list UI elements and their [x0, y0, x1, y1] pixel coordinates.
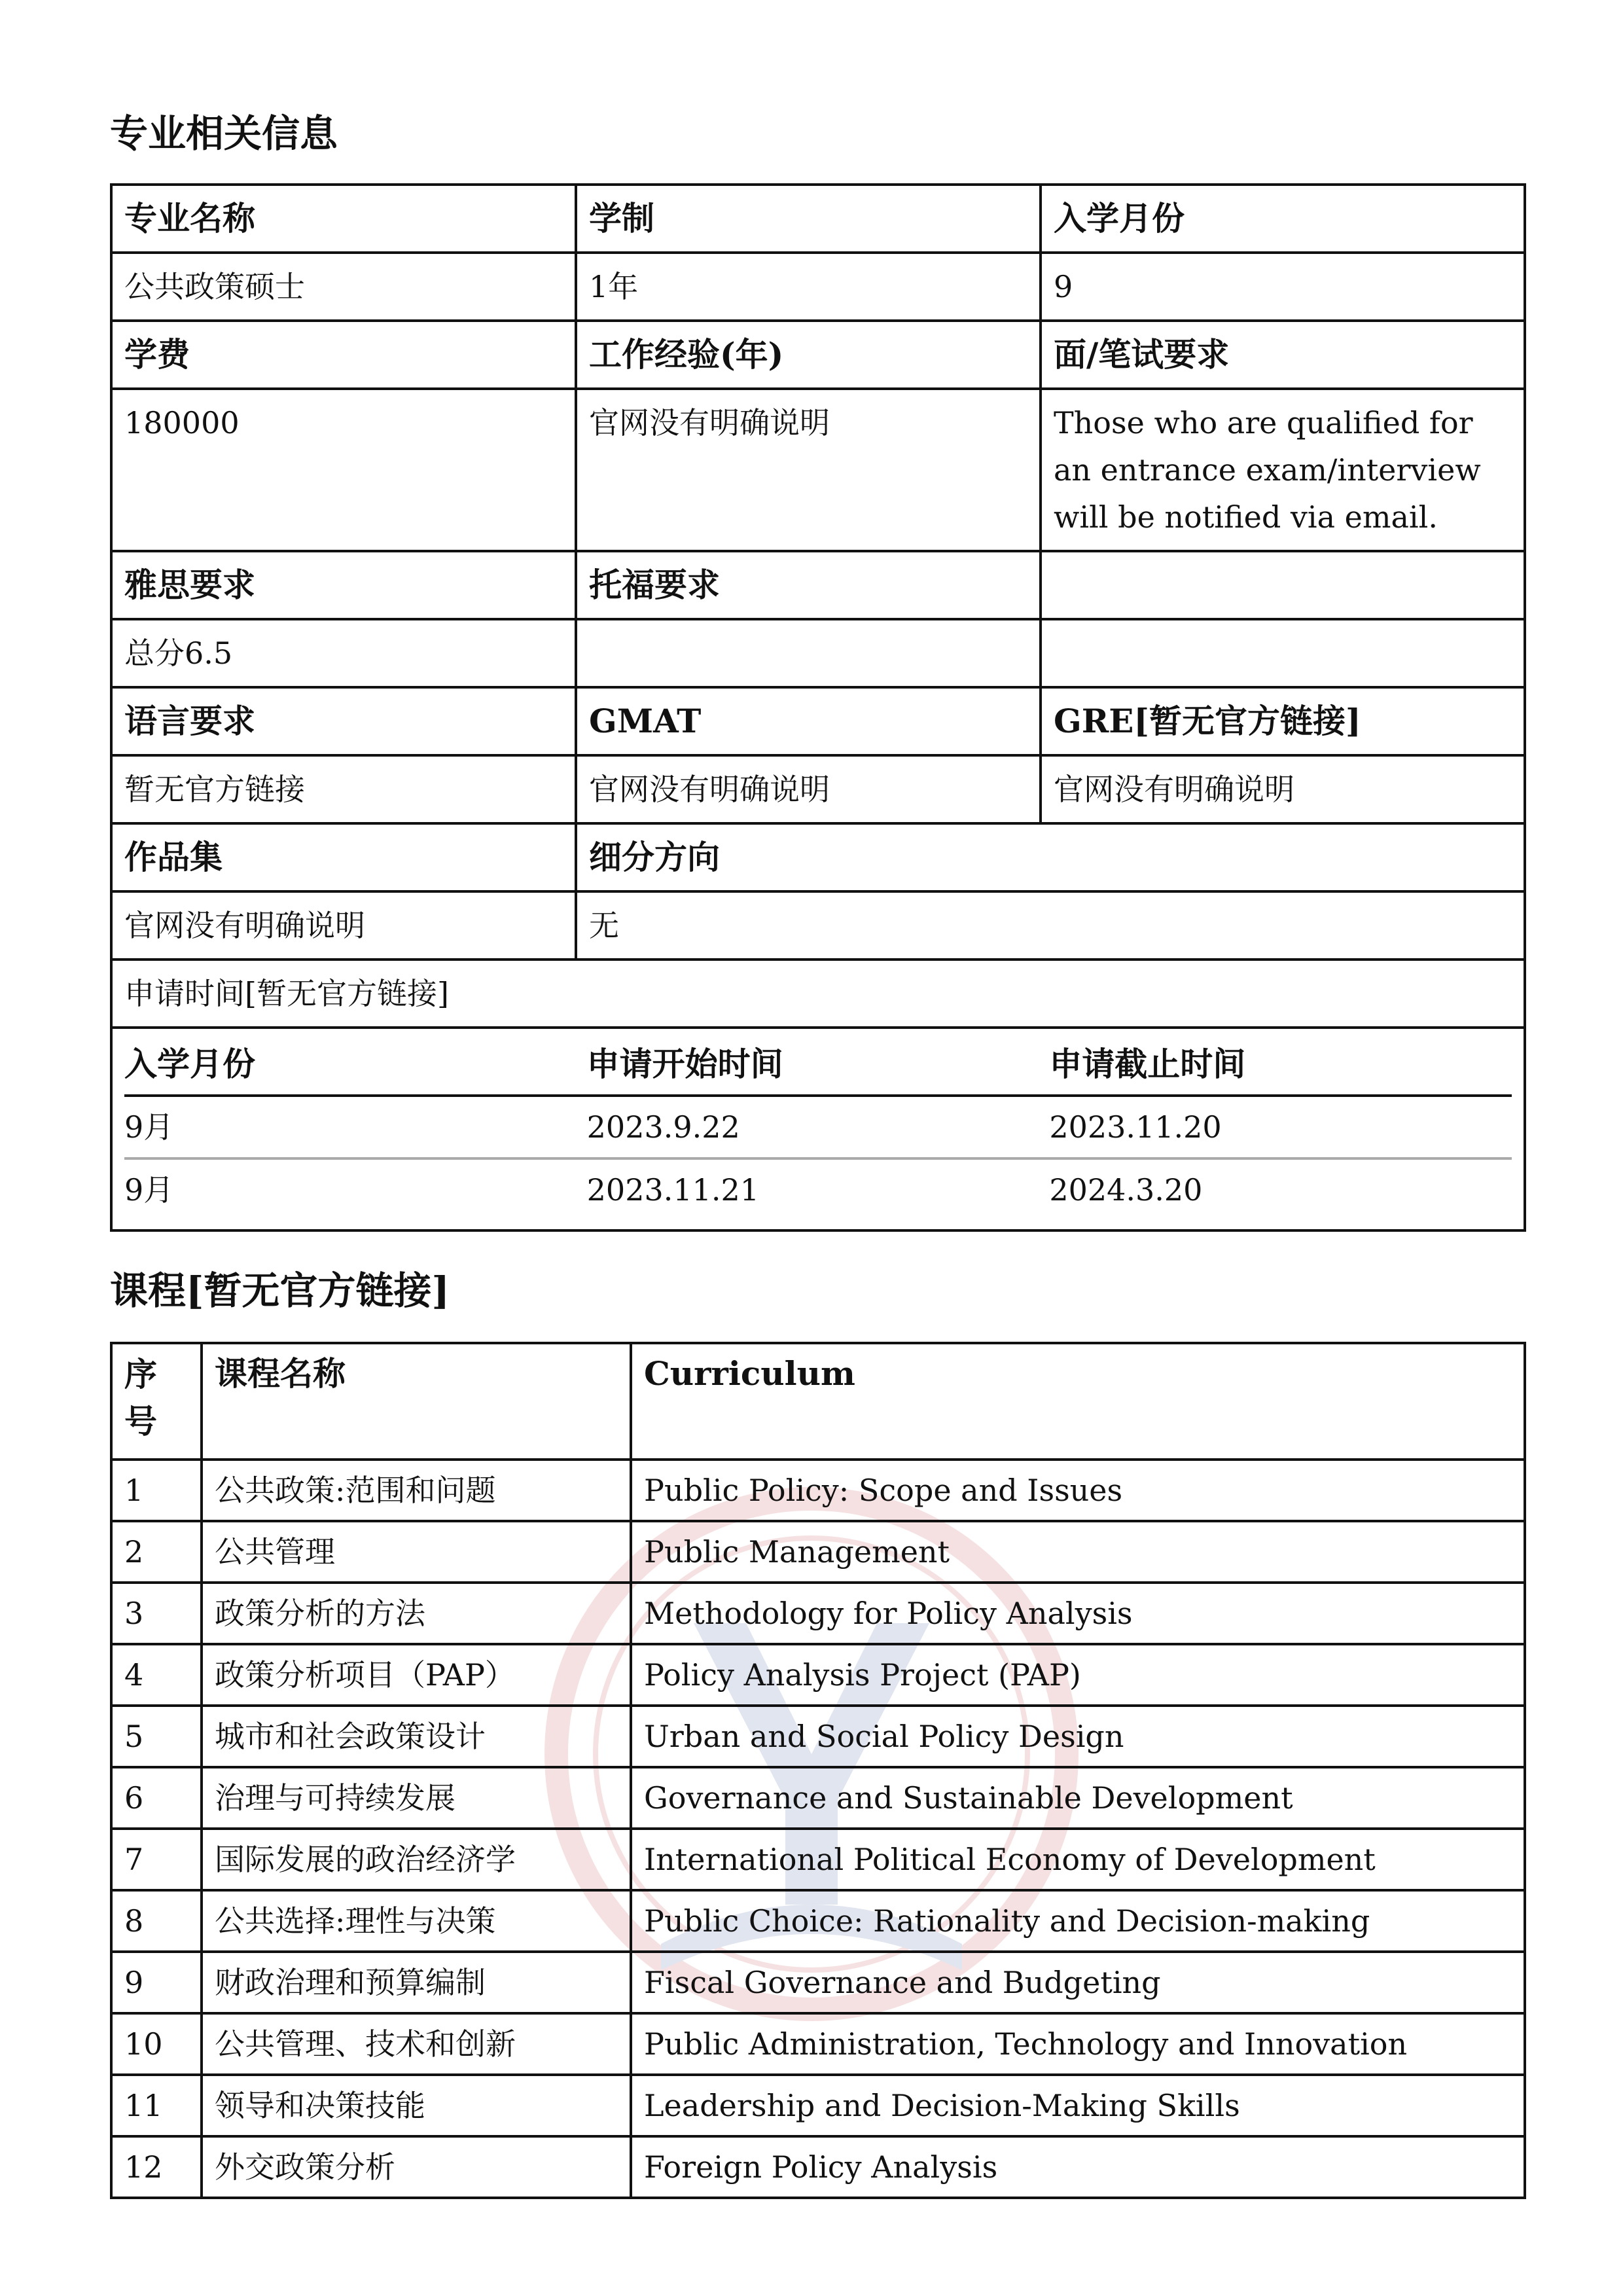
label-ielts: 雅思要求: [111, 551, 576, 619]
course-row: [111, 1583, 1525, 1644]
value-duration: 1年: [576, 253, 1041, 321]
apply-header-intake: 入学月份: [124, 1034, 587, 1096]
course-name-cn: 城市和社会政策设计: [202, 1706, 631, 1767]
course-row: [111, 1460, 1525, 1521]
application-table-cell: [111, 1028, 1525, 1230]
application-time-table: [124, 1034, 1512, 1220]
course-seq: 7: [111, 1829, 202, 1890]
info-value-row: [111, 755, 1525, 823]
course-seq: 1: [111, 1460, 202, 1521]
course-name-cn: 治理与可持续发展: [202, 1767, 631, 1829]
value-gre: 官网没有明确说明: [1041, 755, 1525, 823]
course-header-en: Curriculum: [631, 1343, 1525, 1460]
course-row: [111, 1706, 1525, 1767]
course-row: [111, 1829, 1525, 1890]
apply-intake: 9月: [124, 1096, 587, 1158]
course-name-en: Public Choice: Rationality and Decision-making: [631, 1890, 1525, 1952]
course-row: [111, 1890, 1525, 1952]
label-work-experience: 工作经验(年): [576, 321, 1041, 389]
info-value-row: [111, 619, 1525, 687]
course-name-en: Public Administration, Technology and Innovation: [631, 2013, 1525, 2075]
course-name-cn: 政策分析的方法: [202, 1583, 631, 1644]
apply-deadline: 2024.3.20: [1049, 1172, 1203, 1208]
course-name-en: Methodology for Policy Analysis: [631, 1583, 1525, 1644]
value-portfolio: 官网没有明确说明: [111, 891, 576, 960]
course-name-cn: 外交政策分析: [202, 2136, 631, 2198]
program-info-table: [110, 183, 1526, 1232]
value-toefl: [576, 619, 1041, 687]
course-row: [111, 1767, 1525, 1829]
course-seq: 4: [111, 1644, 202, 1706]
info-value-row: [111, 389, 1525, 551]
application-table-row: [111, 1028, 1525, 1230]
apply-deadline: 2023.11.20: [1049, 1096, 1512, 1158]
label-portfolio: 作品集: [111, 823, 576, 891]
value-interview: Those who are qualified for an entrance exam/interview will be notified via email.: [1041, 389, 1525, 551]
course-name-cn: 财政治理和预算编制: [202, 1952, 631, 2013]
label-duration: 学制: [576, 185, 1041, 253]
course-seq: 3: [111, 1583, 202, 1644]
application-title-row: [111, 960, 1525, 1028]
course-table: [110, 1342, 1526, 2199]
label-interview: 面/笔试要求: [1041, 321, 1525, 389]
course-name-en: Fiscal Governance and Budgeting: [631, 1952, 1525, 2013]
course-seq: 10: [111, 2013, 202, 2075]
course-name-cn: 公共管理: [202, 1521, 631, 1583]
label-gre: GRE[暂无官方链接]: [1041, 687, 1525, 755]
value-tuition: 180000: [111, 389, 576, 551]
course-seq: 6: [111, 1767, 202, 1829]
info-header-row: [111, 551, 1525, 619]
info-value-row: [111, 891, 1525, 960]
info-header-row: [111, 185, 1525, 253]
section-title-program-info: 专业相关信息: [110, 111, 338, 156]
info-header-row: [111, 687, 1525, 755]
value-gmat: 官网没有明确说明: [576, 755, 1041, 823]
course-header-seq: 序号: [111, 1343, 202, 1460]
section-title-courses: 课程[暂无官方链接]: [110, 1268, 450, 1313]
course-seq: 5: [111, 1706, 202, 1767]
label-intake: 入学月份: [1041, 185, 1525, 253]
apply-header-deadline: 申请截止时间: [1049, 1034, 1512, 1096]
course-seq: 2: [111, 1521, 202, 1583]
course-row: [111, 1952, 1525, 2013]
course-row: [111, 1644, 1525, 1706]
course-body: [111, 1460, 1525, 2198]
label-language: 语言要求: [111, 687, 576, 755]
course-row: [111, 2013, 1525, 2075]
apply-start: 2023.11.21: [586, 1172, 760, 1208]
course-name-cn: 领导和决策技能: [202, 2075, 631, 2136]
label-tuition: 学费: [111, 321, 576, 389]
course-name-en: Governance and Sustainable Development: [631, 1767, 1525, 1829]
application-header-row: [124, 1034, 1512, 1096]
course-name-en: Leadership and Decision-Making Skills: [631, 2075, 1525, 2136]
course-name-cn: 公共管理、技术和创新: [202, 2013, 631, 2075]
value-concentration: 无: [576, 891, 1525, 960]
application-time-title: 申请时间[暂无官方链接]: [111, 960, 1525, 1028]
course-row: [111, 2075, 1525, 2136]
value-intake: 9: [1041, 253, 1525, 321]
course-name-cn: 公共选择:理性与决策: [202, 1890, 631, 1952]
course-name-en: Foreign Policy Analysis: [631, 2136, 1525, 2198]
course-seq: 9: [111, 1952, 202, 2013]
apply-start: 2023.9.22: [587, 1096, 1050, 1158]
course-seq: 12: [111, 2136, 202, 2198]
apply-intake: 9月: [124, 1172, 174, 1208]
course-row: [111, 2136, 1525, 2198]
course-seq: 11: [111, 2075, 202, 2136]
course-name-cn: 国际发展的政治经济学: [202, 1829, 631, 1890]
empty-cell: [1041, 551, 1525, 619]
apply-header-start: 申请开始时间: [587, 1034, 1050, 1096]
value-ielts: 总分6.5: [111, 619, 576, 687]
value-work-experience: 官网没有明确说明: [576, 389, 1041, 551]
course-name-en: International Political Economy of Development: [631, 1829, 1525, 1890]
info-value-row: [111, 253, 1525, 321]
label-gmat: GMAT: [576, 687, 1041, 755]
course-name-en: Public Policy: Scope and Issues: [631, 1460, 1525, 1521]
course-name-en: Policy Analysis Project (PAP): [631, 1644, 1525, 1706]
course-name-en: Urban and Social Policy Design: [631, 1706, 1525, 1767]
label-toefl: 托福要求: [576, 551, 1041, 619]
course-name-cn: 公共政策:范围和问题: [202, 1460, 631, 1521]
label-program-name: 专业名称: [111, 185, 576, 253]
course-name-en: Public Management: [631, 1521, 1525, 1583]
label-concentration: 细分方向: [576, 823, 1525, 891]
course-header-row: [111, 1343, 1525, 1460]
empty-cell: [1041, 619, 1525, 687]
value-program-name: 公共政策硕士: [111, 253, 576, 321]
info-header-row: [111, 823, 1525, 891]
application-row: [124, 1096, 1512, 1158]
course-name-cn: 政策分析项目（PAP）: [202, 1644, 631, 1706]
value-language: 暂无官方链接: [111, 755, 576, 823]
course-header-cn: 课程名称: [202, 1343, 631, 1460]
course-row: [111, 1521, 1525, 1583]
course-seq: 8: [111, 1890, 202, 1952]
info-header-row: [111, 321, 1525, 389]
application-row: [124, 1158, 1512, 1220]
